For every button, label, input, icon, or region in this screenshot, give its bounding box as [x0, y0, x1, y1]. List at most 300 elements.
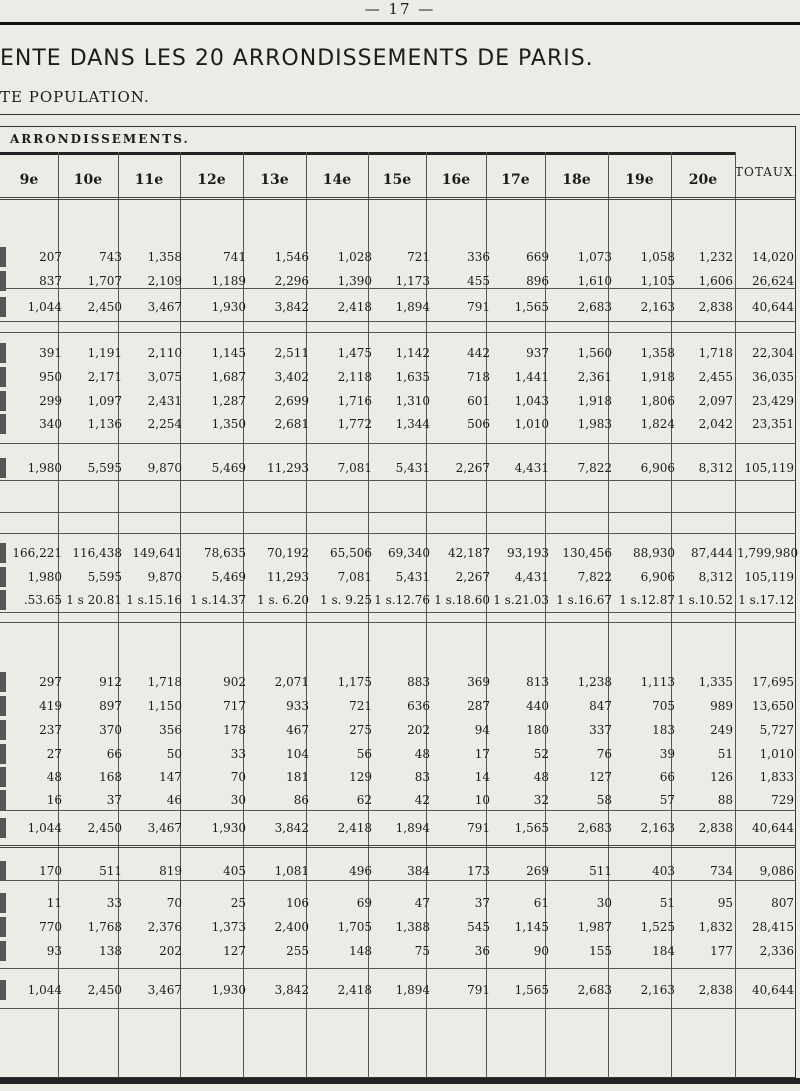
table-cell: 1,142: [395, 346, 430, 360]
page-number: — 17 —: [364, 0, 436, 18]
table-cell: 370: [99, 723, 122, 737]
table-cell: 138: [99, 944, 122, 958]
table-cell: 636: [407, 699, 430, 713]
table-cell: 2,681: [274, 417, 309, 431]
table-cell: 791: [467, 821, 490, 835]
table-cell: 149,641: [132, 546, 182, 560]
table-cell: 181: [286, 770, 309, 784]
table-cell: 173: [467, 864, 490, 878]
table-cell: 405: [223, 864, 246, 878]
table-cell: 1 s.14.37: [190, 593, 246, 607]
table-cell: 937: [526, 346, 549, 360]
table-cell: 3,842: [274, 821, 309, 835]
table-cell: 2,254: [147, 417, 182, 431]
table-cell: 1,010: [514, 417, 549, 431]
table-cell: 1,705: [337, 920, 372, 934]
table-cell: 1,287: [211, 394, 246, 408]
table-cell: .53.65: [23, 593, 62, 607]
table-cell: 5,469: [211, 570, 246, 584]
table-cell: 1 s.18.60: [434, 593, 490, 607]
table-cell: 669: [526, 250, 549, 264]
column-header-19e: 19e: [625, 172, 654, 188]
table-cell: 106: [286, 896, 309, 910]
table-cell: 1,335: [698, 675, 733, 689]
table-cell: 202: [407, 723, 430, 737]
table-cell: 1,388: [395, 920, 430, 934]
table-cell: 11,293: [267, 461, 309, 475]
table-cell: 130,456: [562, 546, 612, 560]
table-cell: 94: [474, 723, 490, 737]
table-cell: 1 s. 6.20: [257, 593, 309, 607]
table-cell: 1,373: [211, 920, 246, 934]
table-cell: 25: [230, 896, 246, 910]
table-cell: 36: [474, 944, 490, 958]
table-cell: 1,718: [698, 346, 733, 360]
table-cell: 58: [596, 793, 612, 807]
column-header-17e: 17e: [501, 172, 530, 188]
table-cell: 2,450: [87, 821, 122, 835]
table-cell: 1,565: [514, 300, 549, 314]
table-cell: 3,842: [274, 300, 309, 314]
table-cell: 3,467: [147, 300, 182, 314]
total-cell: 2,336: [759, 944, 794, 958]
table-cell: 51: [659, 896, 675, 910]
table-cell: 741: [223, 250, 246, 264]
column-header-11e: 11e: [134, 172, 164, 188]
table-cell: 1,044: [27, 821, 62, 835]
table-cell: 1,350: [211, 417, 246, 431]
table-cell: 86: [293, 793, 309, 807]
table-cell: 1,894: [395, 983, 430, 997]
table-cell: 2,400: [274, 920, 309, 934]
table-cell: 1,191: [87, 346, 122, 360]
table-cell: 1,475: [337, 346, 372, 360]
table-cell: 601: [467, 394, 490, 408]
table-cell: 467: [286, 723, 309, 737]
total-cell: 729: [771, 793, 794, 807]
table-cell: 2,171: [87, 370, 122, 384]
table-cell: 1,894: [395, 300, 430, 314]
table-cell: 1,175: [337, 675, 372, 689]
table-cell: 3,467: [147, 983, 182, 997]
table-cell: 2,267: [455, 570, 490, 584]
row-rule: [0, 612, 796, 613]
row-rule: [0, 480, 796, 481]
table-cell: 37: [474, 896, 490, 910]
table-cell: 65,506: [330, 546, 372, 560]
table-cell: 1,768: [87, 920, 122, 934]
total-cell: 5,727: [759, 723, 794, 737]
table-cell: 2,071: [274, 675, 309, 689]
column-header-15e: 15e: [382, 172, 412, 188]
column-header-10e: 10e: [73, 172, 103, 188]
table-cell: 2,418: [337, 821, 372, 835]
table-cell: 1,707: [87, 274, 122, 288]
table-cell: 7,822: [577, 570, 612, 584]
table-cell: 1,044: [27, 983, 62, 997]
column-header-14e: 14e: [322, 172, 352, 188]
total-cell: 807: [771, 896, 794, 910]
table-cell: 57: [659, 793, 675, 807]
table-cell: 1,987: [577, 920, 612, 934]
table-cell: 202: [159, 944, 182, 958]
table-cell: 1,310: [395, 394, 430, 408]
table-cell: 897: [99, 699, 122, 713]
row-rule: [0, 968, 796, 969]
table-cell: 1,113: [640, 675, 675, 689]
table-cell: 1,894: [395, 821, 430, 835]
table-cell: 32: [533, 793, 549, 807]
table-cell: 1,073: [577, 250, 612, 264]
table-cell: 1,610: [577, 274, 612, 288]
table-cell: 75: [414, 944, 430, 958]
table-cell: 2,097: [698, 394, 733, 408]
table-cell: 2,450: [87, 983, 122, 997]
table-cell: 2,418: [337, 300, 372, 314]
row-rule: [0, 622, 796, 623]
table-cell: 734: [710, 864, 733, 878]
table-cell: 1,238: [577, 675, 612, 689]
table-cell: 1 s.21.03: [493, 593, 549, 607]
table-cell: 70: [166, 896, 182, 910]
table-cell: 442: [467, 346, 490, 360]
group-title: ARRONDISSEMENTS.: [10, 132, 190, 146]
table-cell: 4,431: [514, 570, 549, 584]
total-cell: 40,644: [752, 300, 794, 314]
table-cell: 721: [349, 699, 372, 713]
table-cell: 116,438: [72, 546, 122, 560]
table-cell: 1,832: [698, 920, 733, 934]
table-cell: 1,358: [147, 250, 182, 264]
table-cell: 1 s.12.76: [374, 593, 430, 607]
table-cell: 2,683: [577, 983, 612, 997]
column-header-13e: 13e: [260, 172, 289, 188]
table-cell: 5,469: [211, 461, 246, 475]
table-cell: 912: [99, 675, 122, 689]
table-cell: 545: [467, 920, 490, 934]
table-cell: 14: [474, 770, 490, 784]
table-cell: 511: [589, 864, 612, 878]
table-cell: 237: [39, 723, 62, 737]
table-cell: 1 s. 9.25: [320, 593, 372, 607]
table-cell: 2,683: [577, 300, 612, 314]
table-cell: 3,402: [274, 370, 309, 384]
table-cell: 1,044: [27, 300, 62, 314]
table-cell: 1,980: [27, 570, 62, 584]
table-cell: 78,635: [204, 546, 246, 560]
table-cell: 104: [286, 747, 309, 761]
table-cell: 1 s 20.81: [66, 593, 122, 607]
table-cell: 155: [589, 944, 612, 958]
table-cell: 384: [407, 864, 430, 878]
table-cell: 2,042: [698, 417, 733, 431]
table-cell: 3,842: [274, 983, 309, 997]
table-cell: 1,565: [514, 821, 549, 835]
table-cell: 168: [99, 770, 122, 784]
table-cell: 127: [223, 944, 246, 958]
table-cell: 3,075: [147, 370, 182, 384]
total-cell: 23,429: [752, 394, 794, 408]
table-cell: 127: [589, 770, 612, 784]
table-cell: 2,450: [87, 300, 122, 314]
table-cell: 883: [407, 675, 430, 689]
column-header-16e: 16e: [441, 172, 471, 188]
table-cell: 42,187: [448, 546, 490, 560]
table-cell: 56: [356, 747, 372, 761]
page-heading: ENTE DANS LES 20 ARRONDISSEMENTS DE PARIS.: [0, 46, 594, 71]
table-cell: 2,118: [337, 370, 372, 384]
table-cell: 6,906: [640, 570, 675, 584]
table-cell: 1,043: [514, 394, 549, 408]
table-cell: 5,595: [87, 461, 122, 475]
table-cell: 30: [596, 896, 612, 910]
table-cell: 5,595: [87, 570, 122, 584]
table-cell: 989: [710, 699, 733, 713]
table-cell: 287: [467, 699, 490, 713]
top-rule: [0, 22, 800, 25]
table-cell: 896: [526, 274, 549, 288]
table-cell: 2,683: [577, 821, 612, 835]
table-cell: 184: [652, 944, 675, 958]
table-cell: 813: [526, 675, 549, 689]
table-cell: 50: [166, 747, 182, 761]
total-cell: 22,304: [752, 346, 794, 360]
total-cell: 105,119: [744, 461, 794, 475]
table-cell: 8,312: [698, 461, 733, 475]
row-rule: [0, 533, 796, 534]
total-cell: 9,086: [759, 864, 794, 878]
total-cell: 28,415: [752, 920, 794, 934]
row-rule: [0, 810, 796, 811]
table-cell: 743: [99, 250, 122, 264]
table-cell: 4,431: [514, 461, 549, 475]
table-cell: 88,930: [633, 546, 675, 560]
table-cell: 1,772: [337, 417, 372, 431]
table-cell: 1,189: [211, 274, 246, 288]
table-cell: 2,163: [640, 300, 675, 314]
total-cell: 1 s.17.12: [738, 593, 794, 607]
row-rule: [0, 1008, 796, 1009]
table-cell: 2,838: [698, 821, 733, 835]
total-cell: 1,799,980: [737, 546, 799, 560]
table-cell: 1,105: [640, 274, 675, 288]
table-cell: 66: [659, 770, 675, 784]
column-header-12e: 12e: [197, 172, 226, 188]
table-cell: 933: [286, 699, 309, 713]
total-cell: 1,833: [759, 770, 794, 784]
table-cell: 69: [356, 896, 372, 910]
table-cell: 902: [223, 675, 246, 689]
table-cell: 2,109: [147, 274, 182, 288]
table-cell: 5,431: [395, 461, 430, 475]
table-cell: 46: [166, 793, 182, 807]
table-cell: 1 s.15.16: [126, 593, 182, 607]
table-cell: 718: [467, 370, 490, 384]
table-cell: 1,150: [147, 699, 182, 713]
table-cell: 1,232: [698, 250, 733, 264]
table-cell: 717: [223, 699, 246, 713]
total-cell: 1,010: [759, 747, 794, 761]
table-cell: 126: [710, 770, 733, 784]
table-cell: 1,058: [640, 250, 675, 264]
table-cell: 391: [39, 346, 62, 360]
row-rule: [0, 321, 796, 322]
table-cell: 180: [526, 723, 549, 737]
table-cell: 837: [39, 274, 62, 288]
table-cell: 2,838: [698, 983, 733, 997]
table-cell: 2,163: [640, 821, 675, 835]
table-cell: 249: [710, 723, 733, 737]
table-cell: 1,344: [395, 417, 430, 431]
table-cell: 1,606: [698, 274, 733, 288]
table-cell: 70,192: [267, 546, 309, 560]
table-cell: 3,467: [147, 821, 182, 835]
table-cell: 11: [46, 896, 62, 910]
table-cell: 33: [230, 747, 246, 761]
table-cell: 166,221: [12, 546, 62, 560]
total-cell: 40,644: [752, 821, 794, 835]
table-cell: 129: [349, 770, 372, 784]
table-cell: 30: [230, 793, 246, 807]
table-cell: 1,565: [514, 983, 549, 997]
table-cell: 37: [106, 793, 122, 807]
table-cell: 440: [526, 699, 549, 713]
table-cell: 2,699: [274, 394, 309, 408]
table-cell: 1,081: [274, 864, 309, 878]
table-cell: 2,511: [274, 346, 309, 360]
table-cell: 39: [659, 747, 675, 761]
table-cell: 1,145: [514, 920, 549, 934]
table-cell: 1,687: [211, 370, 246, 384]
table-cell: 1,560: [577, 346, 612, 360]
table-cell: 2,267: [455, 461, 490, 475]
total-cell: 14,020: [752, 250, 794, 264]
table-cell: 207: [39, 250, 62, 264]
table-cell: 1,930: [211, 300, 246, 314]
total-cell: 13,650: [752, 699, 794, 713]
table-cell: 90: [533, 944, 549, 958]
row-rule: [0, 197, 796, 200]
total-column-header: TOTAUX.: [735, 165, 799, 179]
table-cell: 1,980: [27, 461, 62, 475]
table-cell: 1,028: [337, 250, 372, 264]
table-cell: 177: [710, 944, 733, 958]
table-cell: 7,081: [337, 461, 372, 475]
bottom-rule: [0, 1078, 800, 1084]
table-cell: 8,312: [698, 570, 733, 584]
table-cell: 705: [652, 699, 675, 713]
table-cell: 511: [99, 864, 122, 878]
table-cell: 847: [589, 699, 612, 713]
table-cell: 48: [533, 770, 549, 784]
table-cell: 5,431: [395, 570, 430, 584]
table-cell: 1,718: [147, 675, 182, 689]
table-cell: 170: [39, 864, 62, 878]
table-cell: 2,361: [577, 370, 612, 384]
total-cell: 36,035: [752, 370, 794, 384]
table-cell: 2,163: [640, 983, 675, 997]
table-cell: 95: [717, 896, 733, 910]
table-cell: 27: [46, 747, 62, 761]
table-cell: 496: [349, 864, 372, 878]
table-cell: 791: [467, 983, 490, 997]
table-cell: 770: [39, 920, 62, 934]
table-cell: 2,838: [698, 300, 733, 314]
table-cell: 1,806: [640, 394, 675, 408]
table-cell: 48: [414, 747, 430, 761]
table-cell: 7,081: [337, 570, 372, 584]
table-cell: 1,918: [577, 394, 612, 408]
column-header-9e: 9e: [19, 172, 39, 188]
table-cell: 52: [533, 747, 549, 761]
subheading-rule: [0, 114, 800, 115]
table-cell: 183: [652, 723, 675, 737]
table-cell: 2,431: [147, 394, 182, 408]
table-cell: 255: [286, 944, 309, 958]
table-cell: 1,930: [211, 821, 246, 835]
table-cell: 6,906: [640, 461, 675, 475]
table-cell: 1 s.16.67: [556, 593, 612, 607]
table-cell: 17: [474, 747, 490, 761]
table-cell: 455: [467, 274, 490, 288]
table-cell: 9,870: [147, 570, 182, 584]
table-cell: 819: [159, 864, 182, 878]
table-cell: 1,390: [337, 274, 372, 288]
page-subheading: TE POPULATION.: [0, 88, 150, 106]
table-cell: 1,716: [337, 394, 372, 408]
table-cell: 2,110: [147, 346, 182, 360]
total-cell: 26,624: [752, 274, 794, 288]
column-rule: [735, 152, 736, 1078]
table-cell: 1,546: [274, 250, 309, 264]
table-cell: 148: [349, 944, 372, 958]
table-cell: 403: [652, 864, 675, 878]
table-cell: 1,097: [87, 394, 122, 408]
table-cell: 1,983: [577, 417, 612, 431]
table-cell: 299: [39, 394, 62, 408]
table-cell: 2,455: [698, 370, 733, 384]
column-header-20e: 20e: [688, 172, 718, 188]
row-rule: [0, 332, 796, 333]
table-cell: 721: [407, 250, 430, 264]
table-cell: 275: [349, 723, 372, 737]
table-cell: 1 s.12.87: [619, 593, 675, 607]
table-cell: 76: [596, 747, 612, 761]
table-cell: 11,293: [267, 570, 309, 584]
table-cell: 147: [159, 770, 182, 784]
total-cell: 23,351: [752, 417, 794, 431]
table-cell: 2,296: [274, 274, 309, 288]
total-cell: 105,119: [744, 570, 794, 584]
table-cell: 506: [467, 417, 490, 431]
table-cell: 10: [474, 793, 490, 807]
table-cell: 87,444: [691, 546, 733, 560]
row-rule: [0, 845, 796, 848]
table-cell: 369: [467, 675, 490, 689]
row-rule: [0, 443, 796, 444]
table-cell: 93,193: [507, 546, 549, 560]
total-cell: 17,695: [752, 675, 794, 689]
table-cell: 66: [106, 747, 122, 761]
table-cell: 1,358: [640, 346, 675, 360]
table-cell: 356: [159, 723, 182, 737]
table-cell: 47: [414, 896, 430, 910]
table-cell: 69,340: [388, 546, 430, 560]
table-cell: 1,918: [640, 370, 675, 384]
table-cell: 1 s.10.52: [677, 593, 733, 607]
table-cell: 791: [467, 300, 490, 314]
table-cell: 1,930: [211, 983, 246, 997]
